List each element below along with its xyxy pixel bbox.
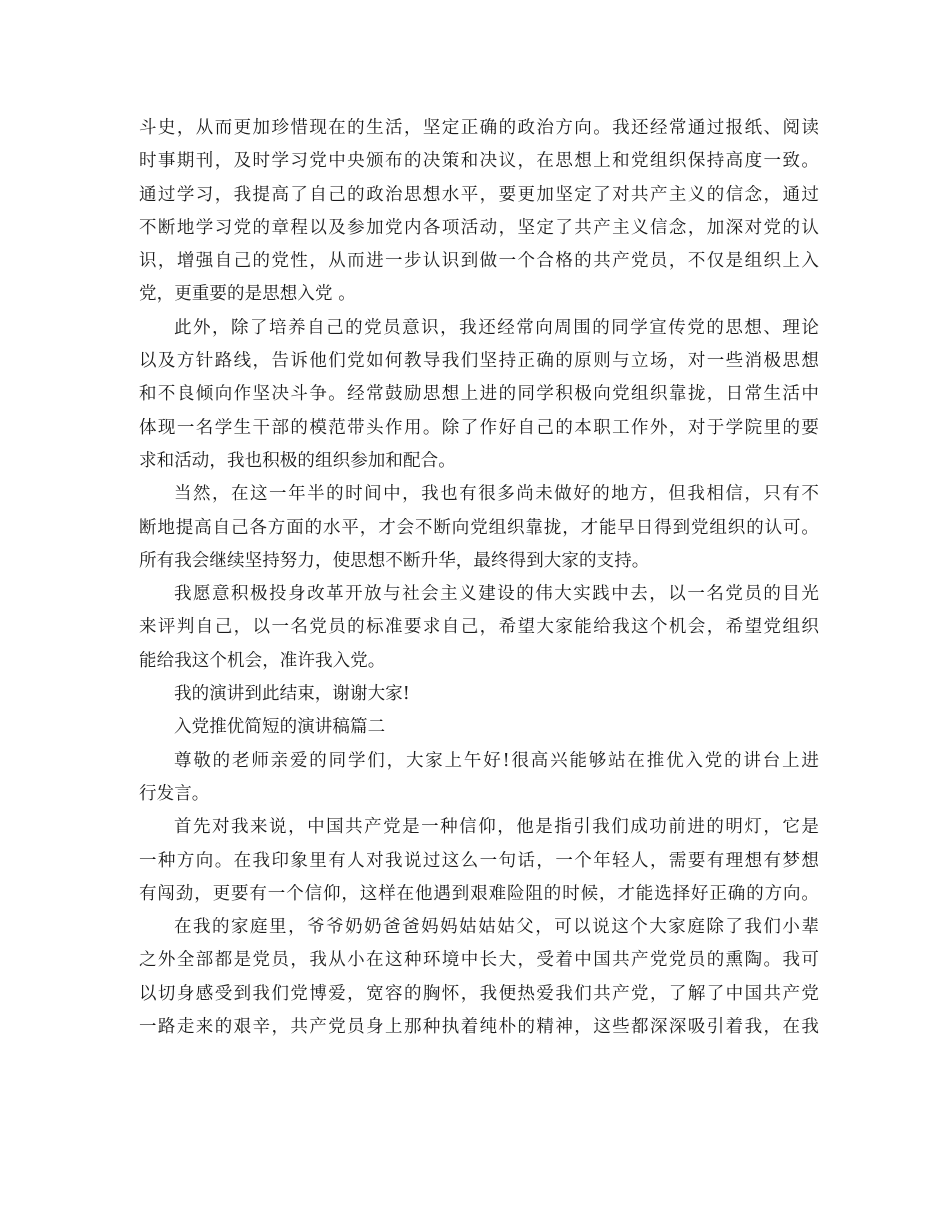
text-line: 时事期刊，及时学习党中央颁布的决策和决议，在思想上和党组织保持高度一致。 [139, 151, 819, 172]
paragraph-start-line: 首先对我来说，中国共产党是一种信仰，他是指引我们成功前进的明灯，它是 [174, 817, 819, 838]
text-line: 一种方向。在我印象里有人对我说过这么一句话，一个年轻人，需要有理想有梦想 [139, 850, 819, 871]
text-line: 断地提高自己各方面的水平，才会不断向党组织靠拢，才能早日得到党组织的认可。 [139, 517, 819, 538]
text-line: 体现一名学生干部的模范带头作用。除了作好自己的本职工作外，对于学院里的要 [139, 417, 819, 438]
paragraph-start-line: 我愿意积极投身改革开放与社会主义建设的伟大实践中去，以一名党员的目光 [174, 584, 819, 605]
text-line: 以切身感受到我们党博爱，宽容的胸怀，我便热爱我们共产党，了解了中国共产党 [139, 983, 819, 1004]
text-line: 不断地学习党的章程以及参加党内各项活动，坚定了共产主义信念，加深对党的认 [139, 217, 819, 238]
text-line: 所有我会继续坚持努力，使思想不断升华，最终得到大家的支持。 [139, 550, 650, 571]
text-line: 来评判自己，以一名党员的标准要求自己，希望大家能给我这个机会，希望党组织 [139, 617, 819, 638]
text-line: 党，更重要的是思想入党 。 [139, 284, 356, 305]
paragraph-start-line: 当然，在这一年半的时间中，我也有很多尚未做好的地方，但我相信，只有不 [174, 484, 819, 505]
paragraph-start-line: 在我的家庭里，爷爷奶奶爸爸妈妈姑姑姑父，可以说这个大家庭除了我们小辈 [174, 917, 819, 938]
text-line: 斗史，从而更加珍惜现在的生活，坚定正确的政治方向。我还经常通过报纸、阅读 [139, 118, 819, 138]
paragraph-start-line: 我的演讲到此结束，谢谢大家! [174, 684, 410, 705]
text-line: 一路走来的艰辛，共产党员身上那种执着纯朴的精神，这些都深深吸引着我，在我 [139, 1017, 819, 1038]
text-line: 通过学习，我提高了自己的政治思想水平，要更加坚定了对共产主义的信念，通过 [139, 184, 819, 205]
text-line: 求和活动，我也积极的组织参加和配合。 [139, 450, 456, 471]
text-line: 有闯劲，更要有一个信仰，这样在他遇到艰难险阻的时候，才能选择好正确的方向。 [139, 883, 819, 904]
section-heading: 入党推优简短的演讲稿篇二 [174, 717, 386, 738]
text-line: 行发言。 [139, 783, 210, 804]
text-line: 和不良倾向作坚决斗争。经常鼓励思想上进的同学积极向党组织靠拢，日常生活中 [139, 384, 819, 405]
text-line: 能给我这个机会，准许我入党。 [139, 650, 386, 671]
paragraph-start-line: 此外，除了培养自己的党员意识，我还经常向周围的同学宣传党的思想、理论 [174, 317, 819, 338]
paragraph-start-line: 尊敬的老师亲爱的同学们，大家上午好!很高兴能够站在推优入党的讲台上进 [174, 750, 819, 771]
text-line: 之外全部都是党员，我从小在这种环境中长大，受着中国共产党党员的熏陶。我可 [139, 950, 819, 971]
document-body [139, 112, 819, 1044]
text-line: 识，增强自己的党性，从而进一步认识到做一个合格的共产党员，不仅是组织上入 [139, 251, 819, 272]
text-line: 以及方针路线，告诉他们党如何教导我们坚持正确的原则与立场，对一些消极思想 [139, 351, 819, 372]
